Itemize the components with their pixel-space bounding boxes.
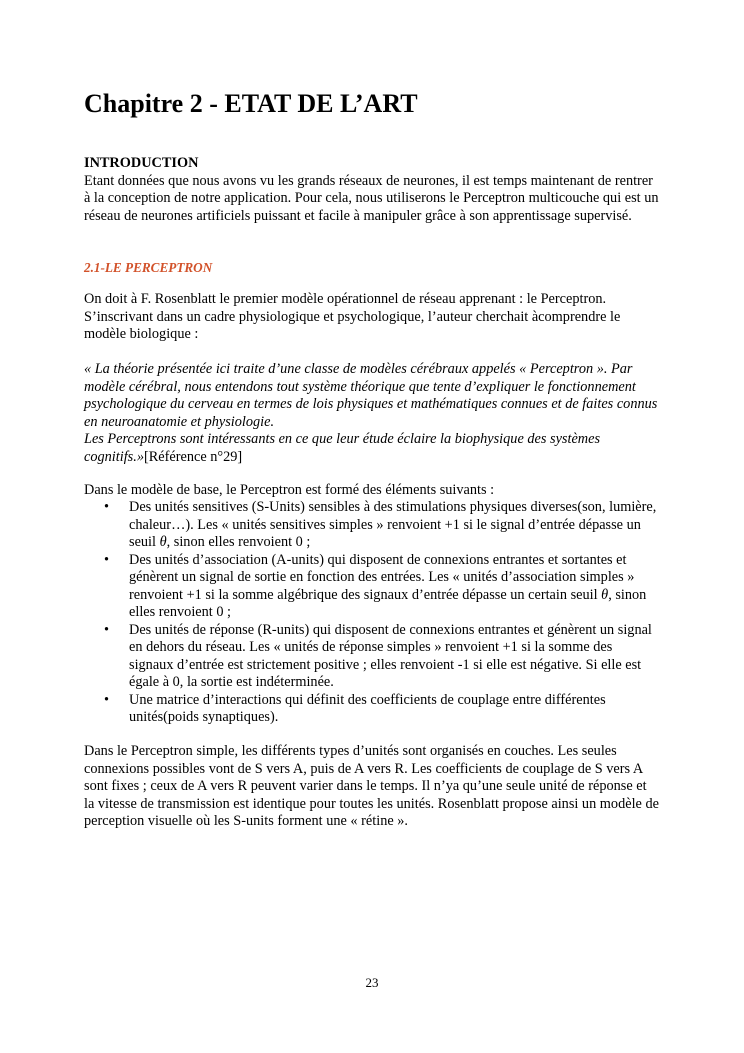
bullet-icon: • xyxy=(104,691,110,708)
bullet-icon: • xyxy=(104,551,110,568)
theta-symbol: θ xyxy=(601,586,609,603)
intro-text: Etant données que nous avons vu les grands réseaux de neurones, il est temps maintenant de rentrer à la conception de notre application. Pour cela, nous utiliserons le Perceptron multicouche qui est un réseau de neurones artificiels puissant et facile à manipuler grâce à son apprentissage supervisé. xyxy=(84,172,659,224)
page-number: 23 xyxy=(365,975,379,990)
closing-paragraph: Dans le Perceptron simple, les différents types d’unités sont organisés en couches. Les seules connexions possibles vont de S vers A, puis de A vers R. Les coefficients de couplage de S vers A sont fixes ; ceux de A vers R peuvent varier dans le temps. Il n’ya qu’une seule unité de réponse et la vitesse de transmission est identique pour toutes les unités. Rosenblatt propose ainsi un modèle de perception visuelle où les S-units forment une « rétine ». xyxy=(84,743,659,829)
intro-block xyxy=(84,155,660,225)
list-item: • Des unités d’association (A-units) qui disposent de connexions entrantes et sortantes et génèrent un signal de sortie en fonction des entrées. Les « unités d’association simples » renvoient +1 si la somme algébrique des signaux d’entrée dépasse un certain seuil θ, sinon elles renvoient 0 ; xyxy=(104,551,647,620)
bullet-icon: • xyxy=(104,499,110,515)
bullet-icon: • xyxy=(104,621,110,638)
paragraph-rosenblatt: On doit à F. Rosenblatt le premier modèle opérationnel de réseau apprenant : le Perceptron. S’inscrivant dans un cadre physiologique et psychologique, l’auteur cherchait àcomprendre le modèle biologique : xyxy=(84,291,621,342)
list-item: • Des unités de réponse (R-units) qui disposent de connexions entrantes et génèrent un signal en dehors du réseau. Les « unités de réponse simples » renvoient +1 si la somme des signaux d’entrée est strictement positive ; elles renvoient -1 si elle est négative. Si elle est égale à 0, la sortie est indéterminée. xyxy=(104,621,652,690)
chapter-title: Chapitre 2 - ETAT DE L’ART xyxy=(84,89,418,118)
quote-text: « La théorie présentée ici traite d’une classe de modèles cérébraux appelés « Perceptron ». Par modèle cérébral, nous entendons tout système théorique que tente d’expliquer le fonctionnement psychologique du cerveau en termes de lois physiques et mathématiques connues et de faites connus en neuroanatomie et physiologie. xyxy=(84,361,658,430)
section-heading: 2.1-LE PERCEPTRON xyxy=(84,260,213,275)
intro-heading: INTRODUCTION xyxy=(84,155,199,171)
list-item: • Une matrice d’interactions qui définit des coefficients de couplage entre différentes unités(poids synaptiques). xyxy=(104,691,606,725)
elements-list xyxy=(84,499,660,727)
quote-text-2: Les Perceptrons sont intéressants en ce que leur étude éclaire la biophysique des systèmes cognitifs.» xyxy=(84,431,601,465)
quote-block xyxy=(84,361,660,466)
list-intro: Dans le modèle de base, le Perceptron est formé des éléments suivants : xyxy=(84,482,495,498)
list-item: • Des unités sensitives (S-Units) sensibles à des stimulations physiques diverses(son, lumière, chaleur…). Les « unités sensitives simples » renvoient +1 si le signal d’entrée dépasse un seuil θ, sinon elles renvoient 0 ; xyxy=(104,499,657,550)
reference-citation: [Référence n°29] xyxy=(143,448,243,465)
theta-symbol: θ xyxy=(159,534,167,550)
